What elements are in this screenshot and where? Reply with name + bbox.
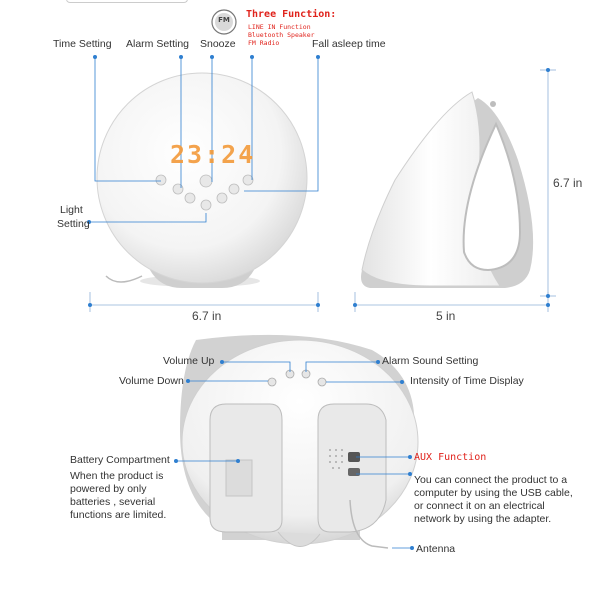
label-time-setting: Time Setting	[53, 38, 112, 50]
label-setting: Setting	[57, 218, 90, 230]
label-battery-compartment: Battery Compartment	[70, 454, 170, 466]
three-function-title: Three Function:	[246, 9, 337, 20]
label-alarm-setting: Alarm Setting	[126, 38, 190, 50]
function-line-in: LINE IN Function	[248, 23, 311, 31]
fm-badge-label: FM	[218, 16, 230, 24]
label-light: Light	[60, 204, 83, 216]
function-bluetooth: Bluetooth Speaker	[248, 31, 315, 39]
side-view	[361, 92, 533, 288]
dim-depth: 5 in	[436, 309, 456, 323]
clock-display: 23:24	[170, 140, 256, 169]
label-intensity: Intensity of Time Display	[410, 375, 524, 387]
usb-port	[348, 468, 360, 476]
label-antenna: Antenna	[416, 543, 456, 555]
dim-width: 6.7 in	[192, 309, 222, 323]
label-alarm-sound-setting: Alarm Sound Setting	[382, 355, 479, 367]
label-aux-function: AUX Function	[414, 452, 487, 463]
label-volume-up: Volume Up	[163, 355, 215, 367]
front-cable	[106, 276, 142, 282]
battery-note: When the product is powered by only batteries , severial functions are limited.	[70, 470, 167, 521]
front-view	[97, 73, 307, 288]
usb-note: You can connect the product to a computer by using the USB cable, or connect it on an electrical network by using the adapter.	[414, 474, 573, 525]
function-fm-radio: FM Radio	[248, 39, 280, 47]
label-snooze: Snooze	[200, 38, 236, 50]
label-volume-down: Volume Down	[119, 375, 184, 387]
dim-height: 6.7 in	[553, 176, 583, 190]
label-fall-asleep-time: Fall asleep time	[312, 38, 386, 50]
